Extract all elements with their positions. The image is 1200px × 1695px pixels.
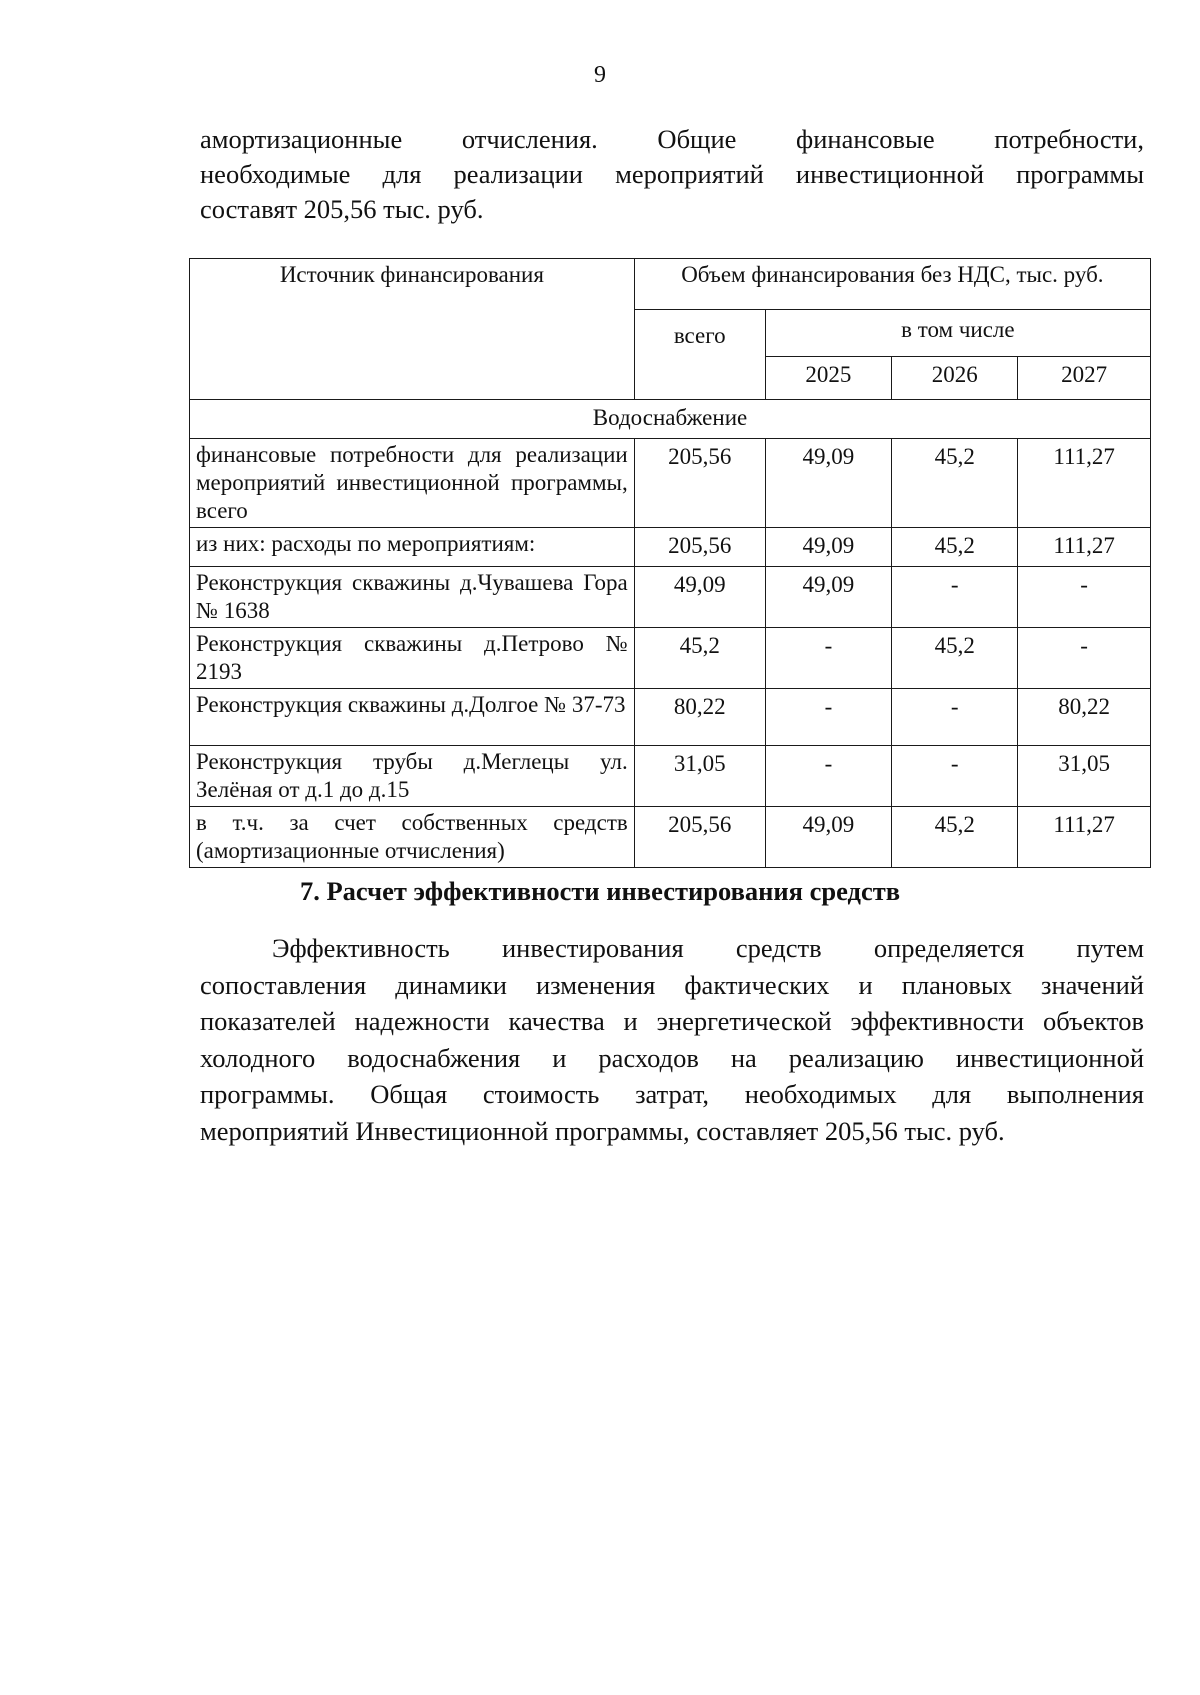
row-total: 205,56 — [634, 439, 765, 528]
row-label: Реконструкция скважины д.Петрово № 2193 — [190, 628, 635, 689]
row-2026: 45,2 — [892, 439, 1018, 528]
row-2025: 49,09 — [765, 439, 891, 528]
row-2027: - — [1018, 628, 1151, 689]
row-2025: - — [765, 689, 891, 746]
row-2027: 31,05 — [1018, 746, 1151, 807]
row-2026: - — [892, 567, 1018, 628]
row-label: Реконструкция скважины д.Чувашева Гора № 1638 — [190, 567, 635, 628]
row-2026: 45,2 — [892, 628, 1018, 689]
intro-paragraph — [200, 122, 1144, 227]
row-2027: 111,27 — [1018, 528, 1151, 567]
table-row — [190, 628, 1151, 689]
row-2025: 49,09 — [765, 807, 891, 868]
table-row — [190, 746, 1151, 807]
body-line: сопоставления динамики изменения фактических и плановых значений — [200, 969, 1144, 1000]
table-row — [190, 439, 1151, 528]
table-row — [190, 528, 1151, 567]
intro-line: необходимые для реализации мероприятий инвестиционной программы — [200, 159, 1144, 189]
row-2026: 45,2 — [892, 528, 1018, 567]
row-label: из них: расходы по мероприятиям: — [190, 528, 635, 567]
header-including: в том числе — [765, 310, 1150, 357]
row-2025: 49,09 — [765, 567, 891, 628]
row-2026: 45,2 — [892, 807, 1018, 868]
header-year-2026: 2026 — [892, 357, 1018, 400]
header-volume: Объем финансирования без НДС, тыс. руб. — [634, 259, 1150, 310]
body-line: Эффективность инвестирования средств определяется путем — [272, 933, 1144, 963]
row-2025: - — [765, 628, 891, 689]
page-number: 9 — [594, 62, 606, 88]
header-year-2027: 2027 — [1018, 357, 1151, 400]
row-total: 205,56 — [634, 528, 765, 567]
body-line: холодного водоснабжения и расходов на реализацию инвестиционной — [200, 1042, 1144, 1073]
row-total: 205,56 — [634, 807, 765, 868]
body-line: показателей надежности качества и энергетической эффективности объектов — [200, 1006, 1144, 1036]
table-row — [190, 689, 1151, 746]
section-title: 7. Расчет эффективности инвестирования средств — [299, 876, 901, 906]
body-paragraph — [200, 930, 1144, 1149]
row-total: 45,2 — [634, 628, 765, 689]
header-year-2025: 2025 — [765, 357, 891, 400]
table-row — [190, 807, 1151, 868]
row-2027: 111,27 — [1018, 439, 1151, 528]
intro-line: составят 205,56 тыс. руб. — [200, 194, 484, 224]
body-line: программы. Общая стоимость затрат, необходимых для выполнения — [200, 1079, 1144, 1109]
row-2025: 49,09 — [765, 528, 891, 567]
row-total: 49,09 — [634, 567, 765, 628]
row-2027: - — [1018, 567, 1151, 628]
body-line: мероприятий Инвестиционной программы, составляет 205,56 тыс. руб. — [200, 1115, 1005, 1146]
table-row — [190, 567, 1151, 628]
row-2027: 80,22 — [1018, 689, 1151, 746]
header-total: всего — [634, 310, 765, 400]
row-label: Реконструкция трубы д.Меглецы ул. Зелёная от д.1 до д.15 — [190, 746, 635, 807]
table-header-row — [190, 259, 1151, 310]
intro-line: амортизационные отчисления. Общие финансовые потребности, — [200, 124, 1144, 154]
row-label: Реконструкция скважины д.Долгое № 37-73 — [190, 689, 635, 746]
table-section-row — [190, 400, 1151, 439]
row-total: 80,22 — [634, 689, 765, 746]
row-2026: - — [892, 746, 1018, 807]
row-2027: 111,27 — [1018, 807, 1151, 868]
row-2026: - — [892, 689, 1018, 746]
section-water-supply: Водоснабжение — [190, 400, 1151, 439]
header-source: Источник финансирования — [190, 259, 635, 400]
financing-table — [189, 258, 1151, 868]
row-label: в т.ч. за счет собственных средств (амортизационные отчисления) — [190, 807, 635, 868]
row-2025: - — [765, 746, 891, 807]
row-label: финансовые потребности для реализации мероприятий инвестиционной программы, всего — [190, 439, 635, 528]
row-total: 31,05 — [634, 746, 765, 807]
